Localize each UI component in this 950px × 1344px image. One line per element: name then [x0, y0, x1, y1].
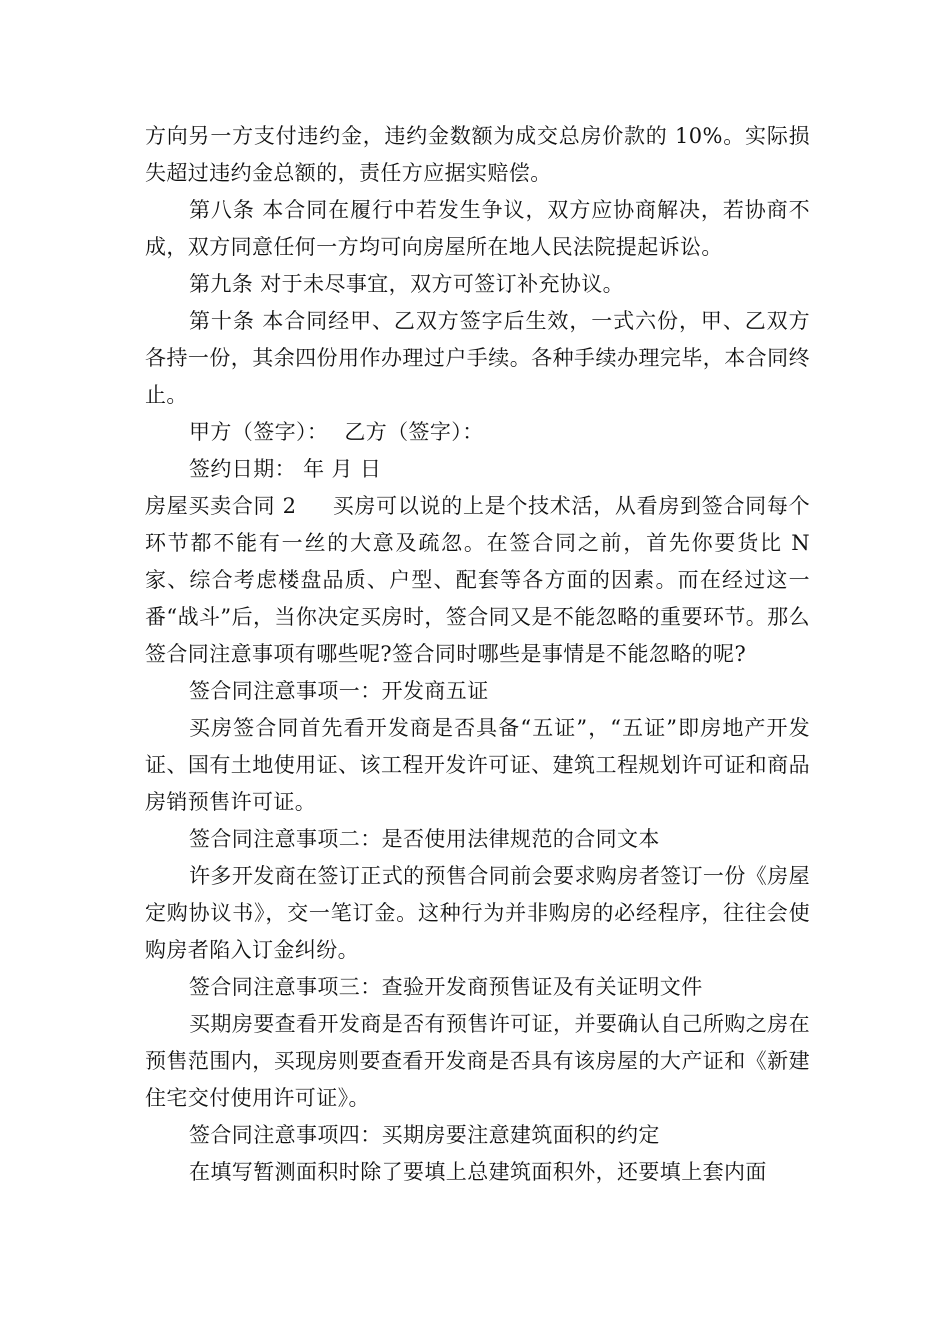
paragraph-article-9: 第九条 对于未尽事宜，双方可签订补充协议。 — [189, 272, 625, 296]
section2-title: 房屋买卖合同 2 — [145, 494, 297, 518]
item-2-body: 许多开发商在签订正式的预售合同前会要求购房者签订一份《房屋定购协议书》，交一笔订金。这种行为并非购房的必经程序，往往会使购房者陷入订金纠纷。 — [145, 864, 810, 962]
item-4-body: 在填写暂测面积时除了要填上总建筑面积外，还要填上套内面 — [189, 1160, 767, 1184]
item-1-heading: 签合同注意事项一：开发商五证 — [189, 679, 489, 703]
item-3-heading: 签合同注意事项三：查验开发商预售证及有关证明文件 — [189, 975, 703, 999]
section2-intro-paragraph — [145, 488, 810, 673]
signing-date-label: 签约日期： 年 月 日 — [189, 457, 382, 481]
item-1-body: 买房签合同首先看开发商是否具备“五证”，“五证”即房地产开发证、国有土地使用证、该工程开发许可证、建筑工程规划许可证和商品房销预售许可证。 — [145, 716, 810, 814]
item-3-body: 买期房要查看开发商是否有预售许可证，并要确认自己所购之房在预售范围内，买现房则要查看开发商是否具有该房屋的大产证和《新建住宅交付使用许可证》。 — [145, 1012, 810, 1110]
document-body — [145, 118, 810, 1191]
signature-line — [145, 414, 810, 451]
item-2-heading: 签合同注意事项二：是否使用法律规范的合同文本 — [189, 827, 660, 851]
paragraph-article-8: 第八条 本合同在履行中若发生争议，双方应协商解决，若协商不成，双方同意任何一方均可向房屋所在地人民法院提起诉讼。 — [145, 198, 810, 259]
item-4-heading: 签合同注意事项四：买期房要注意建筑面积的约定 — [189, 1123, 660, 1147]
paragraph-penalty: 方向另一方支付违约金，违约金数额为成交总房价款的 10%。实际损失超过违约金总额的，责任方应据实赔偿。 — [145, 124, 810, 185]
party-a-signature-label: 甲方（签字）： — [189, 420, 329, 444]
party-b-signature-label: 乙方（签字）： — [344, 420, 484, 444]
paragraph-article-10: 第十条 本合同经甲、乙双方签字后生效，一式六份，甲、乙双方各持一份，其余四份用作办理过户手续。各种手续办理完毕，本合同终止。 — [145, 309, 810, 407]
section2-intro-text: 买房可以说的上是个技术活，从看房到签合同每个环节都不能有一丝的大意及疏忽。在签合同之前，首先你要货比 N 家、综合考虑楼盘品质、户型、配套等各方面的因素。而在经过这一番“战斗”后，当你决定买房时，签合同又是不能忽略的重要环节。那么签合同注意事项有哪些呢?签合同时哪些是事情是不能忽略的呢? — [145, 494, 810, 666]
